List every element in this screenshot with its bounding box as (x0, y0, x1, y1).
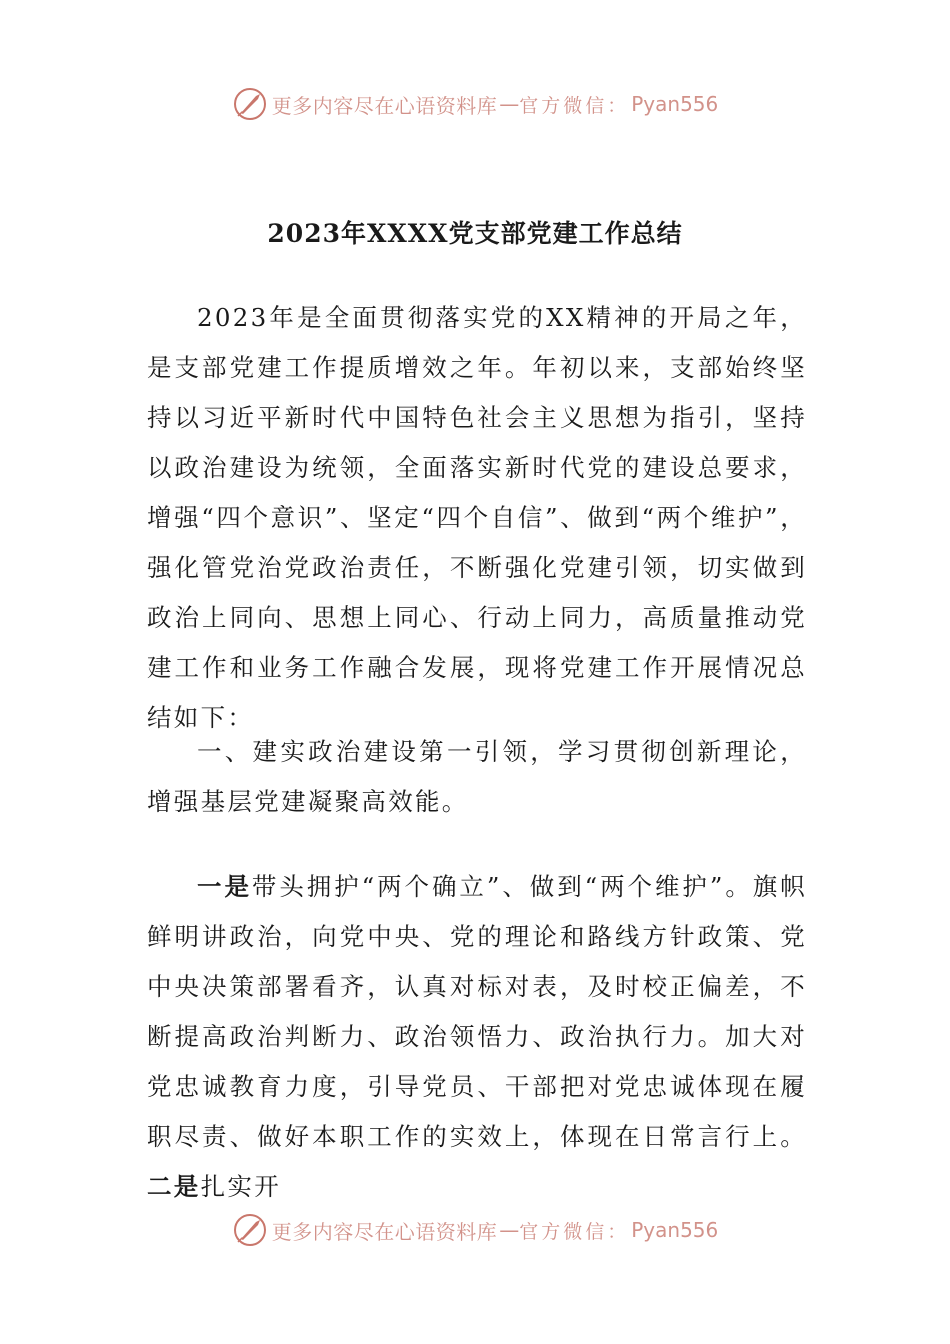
watermark-dash: — (499, 92, 520, 116)
point-1-text: 带头拥护“两个确立”、做到“两个维护”。旗帜鲜明讲政治，向党中央、党的理论和路线方针政策、党中央决策部署看齐，认真对标对表，及时校正偏差，不断提高政治判断力、政治领悟力、政治执行力。加大对党忠诚教育力度，引导党员、干部把对党忠诚体现在履职尽责、做好本职工作的实效上，体现在日常言行上。 (147, 872, 807, 1151)
section-1-points-paragraph (147, 862, 807, 1212)
watermark-library-text: 更多内容尽在心语资料库 (271, 1219, 498, 1244)
header-watermark (0, 84, 950, 124)
point-1-label: 一是 (197, 872, 252, 901)
intro-paragraph: 2023年是全面贯彻落实党的XX精神的开局之年，是支部党建工作提质增效之年。年初以来，支部始终坚持以习近平新时代中国特色社会主义思想为指引，坚持以政治建设为统领，全面落实新时代党的建设总要求，增强“四个意识”、坚定“四个自信”、做到“两个维护”，强化管党治党政治责任，不断强化党建引领，切实做到政治上同向、思想上同心、行动上同力，高质量推动党建工作和业务工作融合发展，现将党建工作开展情况总结如下： (147, 303, 807, 732)
watermark-dash: — (499, 1218, 520, 1242)
point-2-label: 二是 (147, 1172, 201, 1201)
watermark-wechat-id: Pyan556 (631, 1218, 719, 1242)
document-title: 2023年XXXX党支部党建工作总结 (267, 219, 683, 248)
watermark-wechat-label: 官方微信： (519, 94, 630, 117)
section-heading-1: 一、建实政治建设第一引领，学习贯彻创新理论，增强基层党建凝聚高效能。 (147, 737, 807, 816)
watermark-library-text: 更多内容尽在心语资料库 (271, 93, 498, 118)
quill-pen-logo-icon (232, 86, 268, 122)
watermark-wechat-label: 官方微信： (519, 1220, 630, 1243)
point-2-text: 扎实开 (200, 1172, 282, 1201)
quill-pen-logo-icon (232, 1212, 268, 1248)
footer-watermark (0, 1210, 950, 1250)
watermark-wechat-id: Pyan556 (631, 92, 719, 116)
